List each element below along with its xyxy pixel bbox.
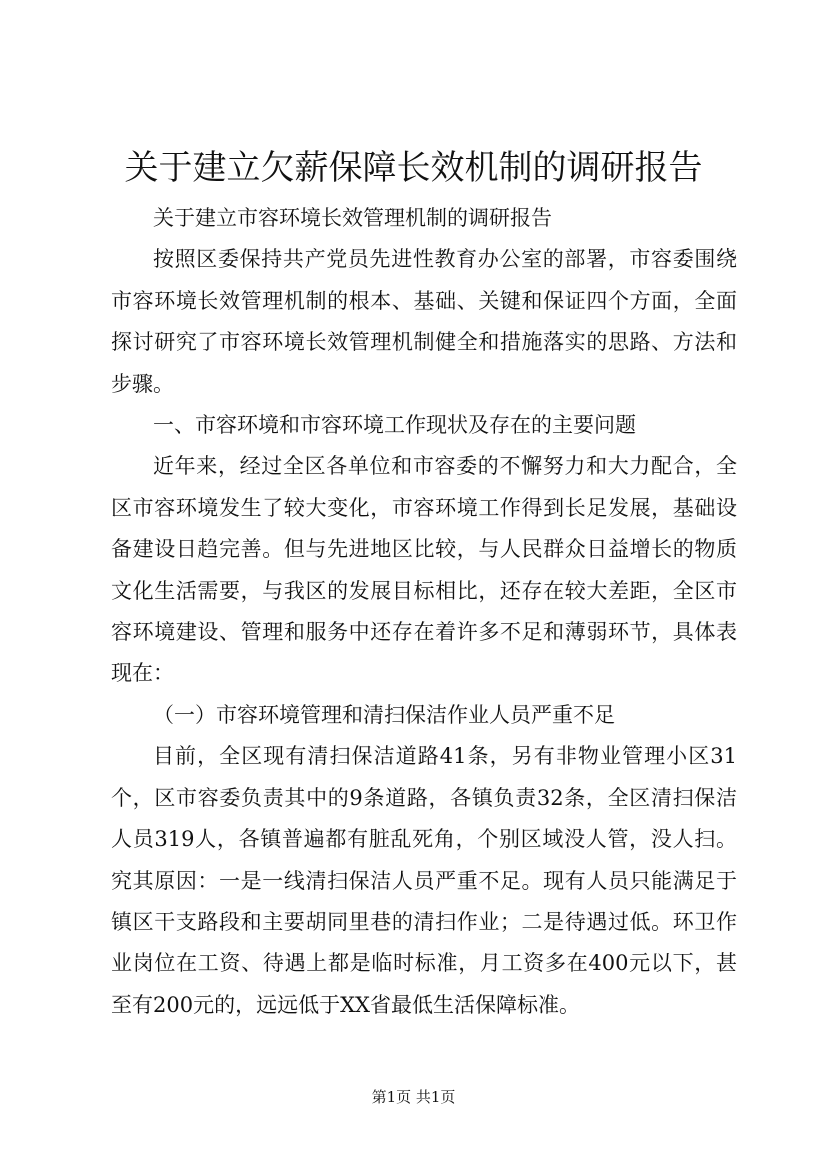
subsection-heading-1: （一）市容环境管理和清扫保洁作业人员严重不足 — [153, 702, 615, 727]
subtitle-paragraph: 关于建立市容环境长效管理机制的调研报告 — [153, 206, 552, 230]
document-title: 关于建立欠薪保障长效机制的调研报告 — [124, 148, 703, 188]
page-number-footer: 第1页 共1页 — [371, 1088, 456, 1106]
body-paragraph-2: 目前，全区现有清扫保洁道路41条，另有非物业管理小区31个，区市容委负责其中的9条道路，各镇负责32条，全区清扫保洁人员319人，各镇普遍都有脏乱死角，个别区域没人管，没人扫。究其原因：一是一线清扫保洁人员严重不足。现有人员只能满足于镇区干支路段和主要胡同里巷的清扫作业；二是待遇过低。环卫作业岗位在工资、待遇上都是临时标准，月工资多在400元以下，甚至有200元的，远远低于XX省最低生活保障标准。 — [111, 744, 737, 1017]
body-paragraph-1: 近年来，经过全区各单位和市容委的不懈努力和大力配合，全区市容环境发生了较大变化，市容环境工作得到长足发展，基础设备建设日趋完善。但与先进地区比较，与人民群众日益增长的物质文化生活需要，与我区的发展目标相比，还存在较大差距，全区市容环境建设、管理和服务中还存在着许多不足和薄弱环节，具体表现在： — [111, 454, 737, 686]
intro-paragraph: 按照区委保持共产党员先进性教育办公室的部署，市容委围绕市容环境长效管理机制的根本、基础、关键和保证四个方面，全面探讨研究了市容环境长效管理机制健全和措施落实的思路、方法和步骤。 — [111, 247, 737, 396]
document-body — [111, 198, 737, 1026]
section-heading-1: 一、市容环境和市容环境工作现状及存在的主要问题 — [153, 413, 636, 438]
